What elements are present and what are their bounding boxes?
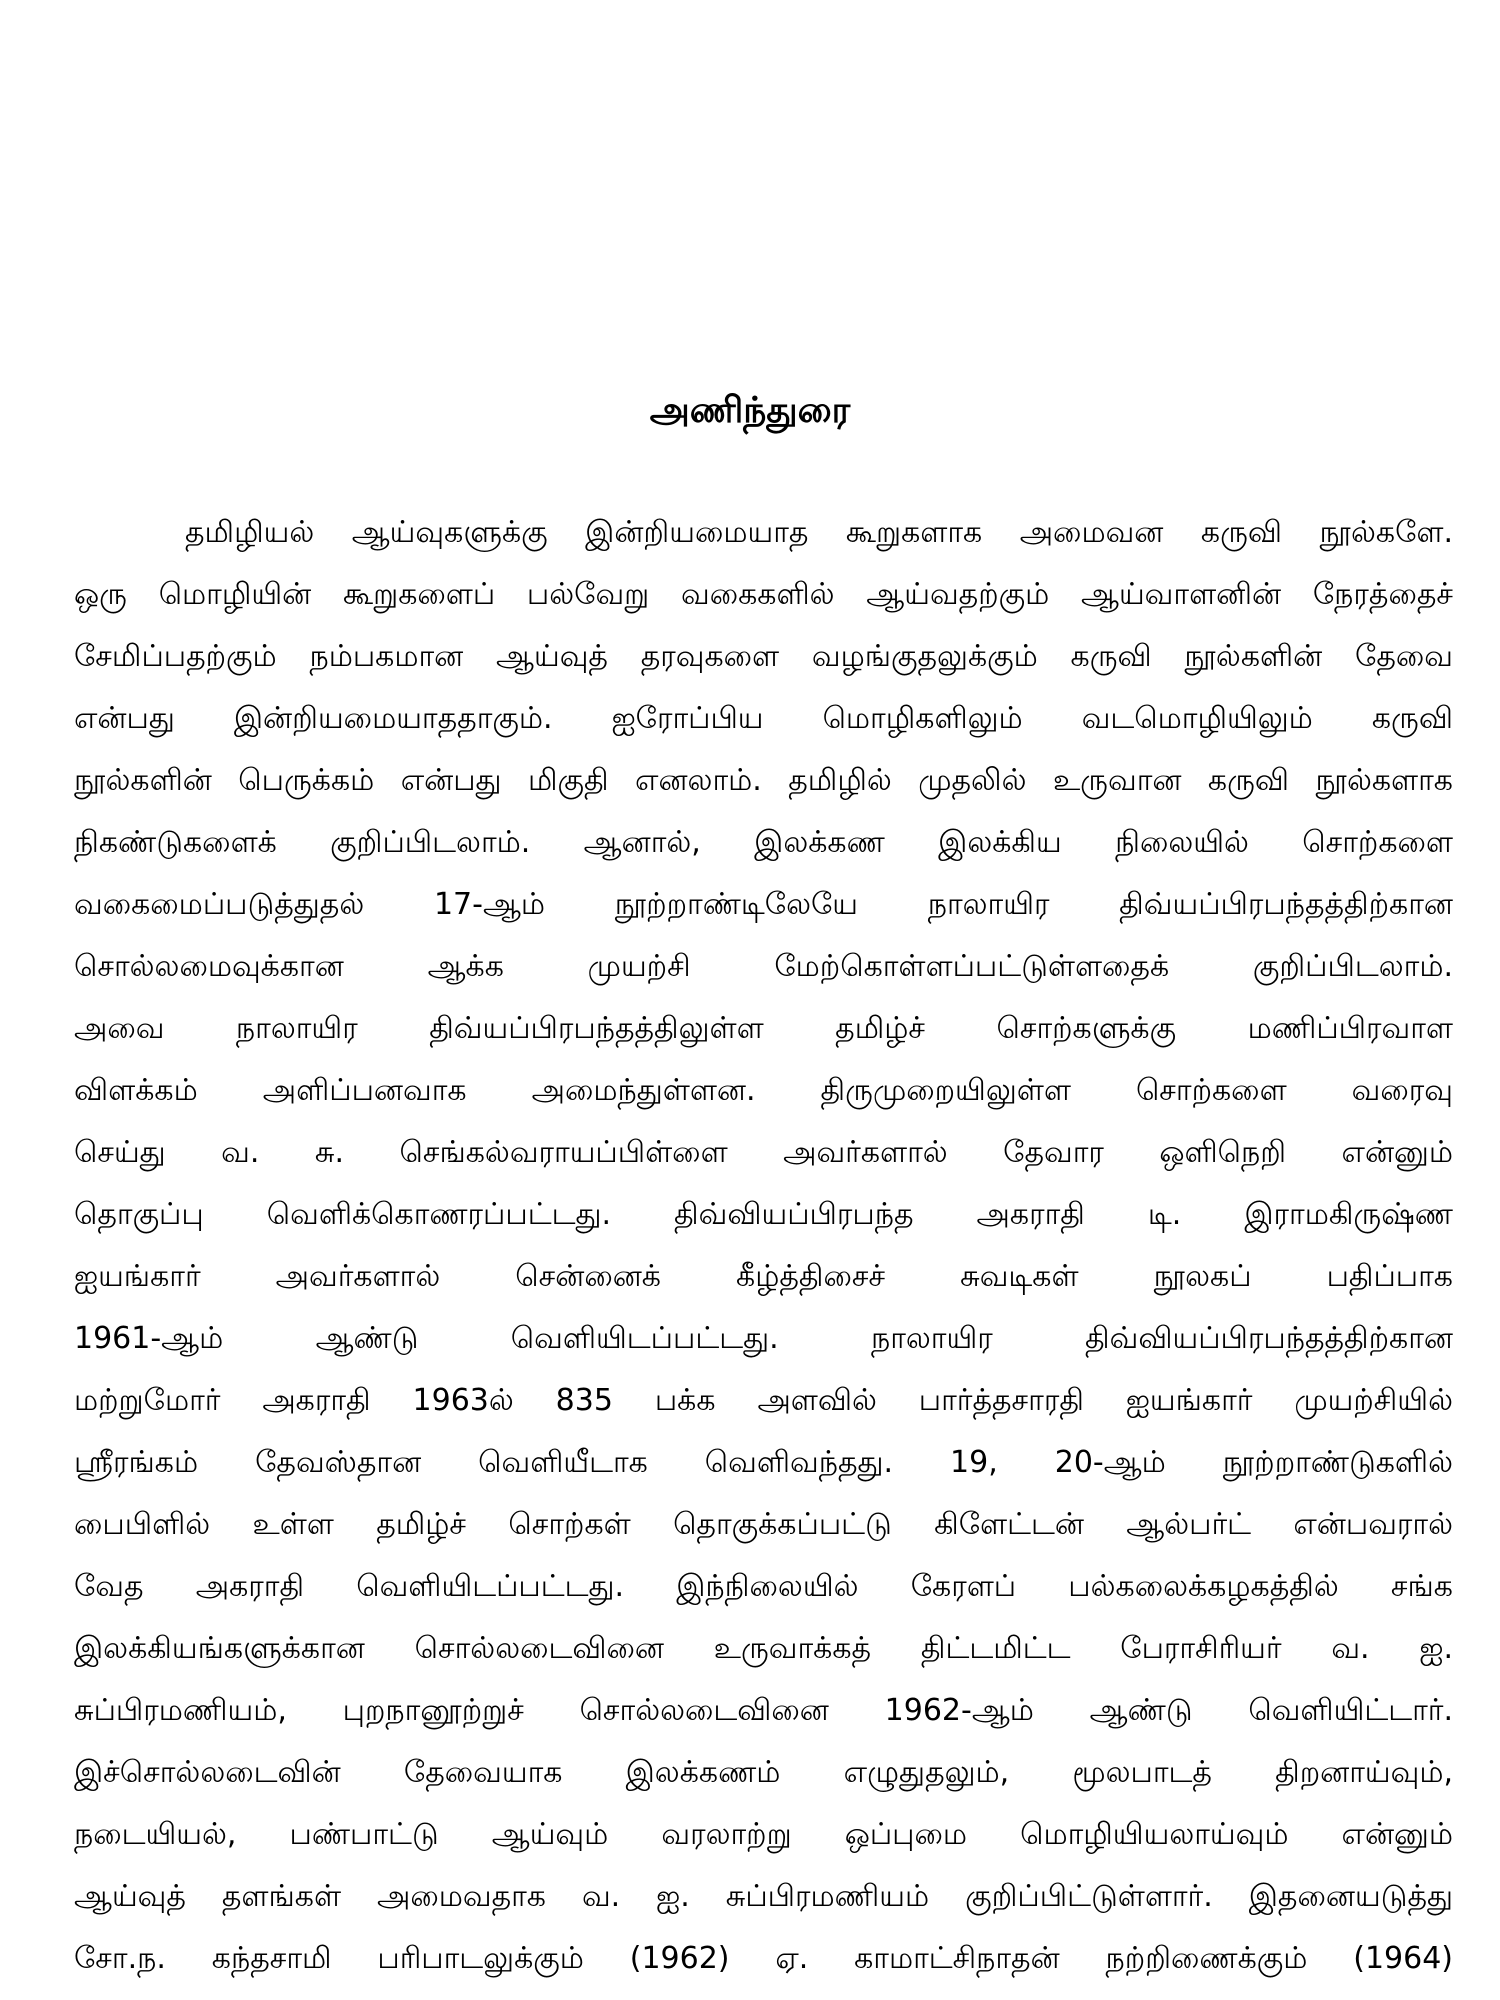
text-line: சேமிப்பதற்கும் நம்பகமான ஆய்வுத் தரவுகளை வழங்குதலுக்கும் கருவி நூல்களின் தேவை [74,639,1453,674]
text-line: அவை நாலாயிர திவ்யப்பிரபந்தத்திலுள்ள தமிழ்ச் சொற்களுக்கு மணிப்பிரவாள [74,1011,1453,1046]
text-line: சோ.ந. கந்தசாமி பரிபாடலுக்கும் (1962) ஏ. காமாட்சிநாதன் நற்றிணைக்கும் (1964) [74,1941,1453,1976]
text-line: நிகண்டுகளைக் குறிப்பிடலாம். ஆனால், இலக்கண இலக்கிய நிலையில் சொற்களை [74,825,1453,860]
text-line: வேத அகராதி வெளியிடப்பட்டது. இந்நிலையில் கேரளப் பல்கலைக்கழகத்தில் சங்க [74,1569,1453,1604]
text-line: தமிழியல் ஆய்வுகளுக்கு இன்றியமையாத கூறுகளாக அமைவன கருவி நூல்களே. [185,515,1453,550]
text-line: சுப்பிரமணியம், புறநானூற்றுச் சொல்லடைவினை 1962-ஆம் ஆண்டு வெளியிட்டார். [74,1693,1453,1728]
text-line: இச்சொல்லடைவின் தேவையாக இலக்கணம் எழுதுதலும், மூலபாடத் திறனாய்வும், [74,1755,1453,1790]
text-line: விளக்கம் அளிப்பனவாக அமைந்துள்ளன. திருமுறையிலுள்ள சொற்களை வரைவு [74,1073,1453,1108]
text-line: வகைமைப்படுத்துதல் 17-ஆம் நூற்றாண்டிலேயே நாலாயிர திவ்யப்பிரபந்தத்திற்கான [74,887,1453,922]
text-line: ஒரு மொழியின் கூறுகளைப் பல்வேறு வகைகளில் ஆய்வதற்கும் ஆய்வாளனின் நேரத்தைச் [74,577,1453,612]
text-line: மற்றுமோர் அகராதி 1963ல் 835 பக்க அளவில் பார்த்தசாரதி ஐயங்கார் முயற்சியில் [74,1383,1453,1418]
text-line: 1961-ஆம் ஆண்டு வெளியிடப்பட்டது. நாலாயிர திவ்வியப்பிரபந்தத்திற்கான [74,1321,1453,1356]
text-line: இலக்கியங்களுக்கான சொல்லடைவினை உருவாக்கத் திட்டமிட்ட பேராசிரியர் வ. ஐ. [74,1631,1453,1666]
text-line: செய்து வ. சு. செங்கல்வராயப்பிள்ளை அவர்களால் தேவார ஒளிநெறி என்னும் [74,1135,1453,1170]
text-line: ஆய்வுத் தளங்கள் அமைவதாக வ. ஐ. சுப்பிரமணியம் குறிப்பிட்டுள்ளார். இதனையடுத்து [74,1879,1453,1914]
body-paragraph [74,502,1453,1990]
page-title: அணிந்துரை [649,390,851,431]
text-line: தொகுப்பு வெளிக்கொணரப்பட்டது. திவ்வியப்பிரபந்த அகராதி டி. இராமகிருஷ்ண [74,1197,1453,1232]
text-line: பைபிளில் உள்ள தமிழ்ச் சொற்கள் தொகுக்கப்பட்டு கிளேட்டன் ஆல்பர்ட் என்பவரால் [74,1507,1453,1542]
text-line: என்பது இன்றியமையாததாகும். ஐரோப்பிய மொழிகளிலும் வடமொழியிலும் கருவி [74,701,1453,736]
text-line: ஸ்ரீரங்கம் தேவஸ்தான வெளியீடாக வெளிவந்தது. 19, 20-ஆம் நூற்றாண்டுகளில் [74,1445,1453,1480]
text-line: நடையியல், பண்பாட்டு ஆய்வும் வரலாற்று ஒப்புமை மொழியியலாய்வும் என்னும் [74,1817,1453,1852]
text-line: சொல்லமைவுக்கான ஆக்க முயற்சி மேற்கொள்ளப்பட்டுள்ளதைக் குறிப்பிடலாம். [74,949,1453,984]
text-line: நூல்களின் பெருக்கம் என்பது மிகுதி எனலாம். தமிழில் முதலில் உருவான கருவி நூல்களாக [74,763,1453,798]
text-line: ஐயங்கார் அவர்களால் சென்னைக் கீழ்த்திசைச் சுவடிகள் நூலகப் பதிப்பாக [74,1259,1453,1294]
